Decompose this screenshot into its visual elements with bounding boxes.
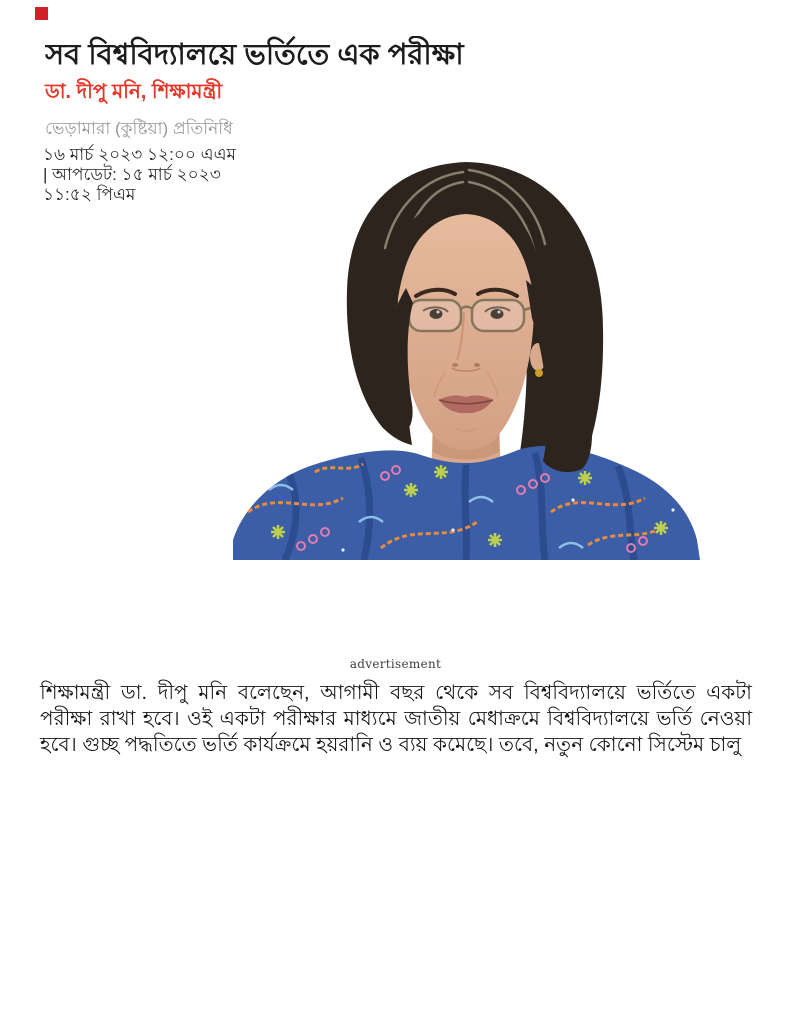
published-datetime: ১৬ মার্চ ২০২৩ ১২:০০ এএম [43, 145, 236, 164]
updated-date: | আপডেট: ১৫ মার্চ ২০২৩ [43, 165, 221, 184]
minister-portrait-illustration [233, 160, 700, 560]
earring-right [535, 369, 543, 377]
date-block [43, 145, 236, 205]
site-logo-mark [35, 7, 48, 20]
reporter-byline: ভেড়ামারা (কুষ্টিয়া) প্রতিনিধি [45, 119, 233, 138]
advertisement-label: advertisement [349, 657, 442, 671]
article-title: সব বিশ্ববিদ্যালয়ে ভর্তিতে এক পরীক্ষা [45, 39, 464, 71]
minister-photo [233, 160, 700, 560]
article-body: শিক্ষামন্ত্রী ডা. দীপু মনি বলেছেন, আগামী বছর থেকে সব বিশ্ববিদ্যালয়ে ভর্তিতে একটা পরীক্ষা রাখা হবে। ওই একটা পরীক্ষার মাধ্যমে জাতীয় মেধাক্রমে বিশ্ববিদ্যালয়ে ভর্তি নেওয়া হবে। গুচ্ছ পদ্ধতিতে ভর্তি কার্যক্রমে হয়রানি ও ব্যয় কমেছে। তবে, নতুন কোনো সিস্টেম চালু [40, 682, 752, 756]
updated-time: ১১:৫২ পিএম [43, 185, 136, 204]
article-subtitle: ডা. দীপু মনি, শিক্ষামন্ত্রী [45, 81, 223, 103]
